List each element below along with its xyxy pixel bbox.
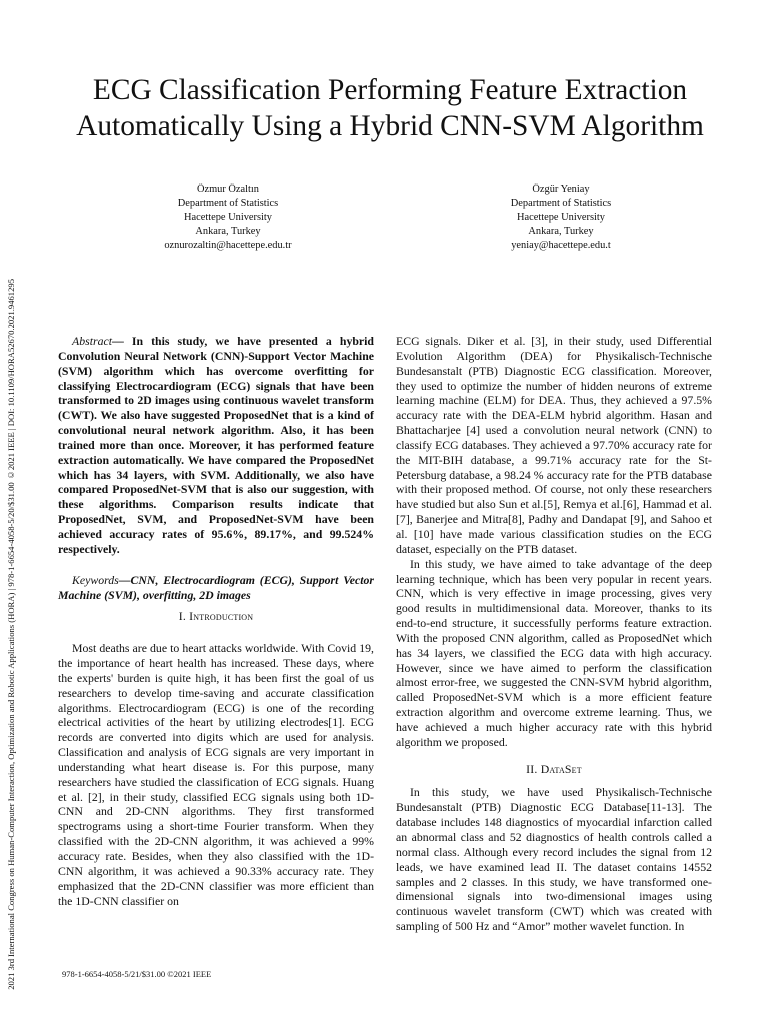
author-block-1 [98,183,358,253]
copyright-footer: 978-1-6654-4058-5/21/$31.00 ©2021 IEEE [62,969,212,979]
author-department: Department of Statistics [510,198,612,209]
author-block-2 [431,183,691,253]
keywords-lead: Keywords [72,572,119,587]
doi-sidebar-text: 2021 3rd International Congress on Human-Computer Interaction, Optimization and Robotic Applications (HORA) | 978-1-6654-4058-5/20/$31.00 ©2021 IEEE | DOI: 10.1109/HORA52670.2021.9461295 [6,279,16,990]
abstract [58,334,374,557]
keywords-text: —CNN, Electrocardiogram (ECG), Support Vector Machine (SVM), overfitting, 2D images [58,572,374,602]
section-heading-introduction [58,609,374,624]
right-column [396,334,712,934]
author-city: Ankara, Turkey [528,226,594,237]
author-email: oznurozaltin@hacettepe.edu.tr [164,240,292,251]
author-name: Özgür Yeniay [532,184,590,195]
section-heading-dataset [396,762,712,777]
section-title: Introduction [189,609,254,624]
intro-paragraph-1: Most deaths are due to heart attacks worldwide. With Covid 19, the importance of heart health has increased. These days, where the experts' burden is quite high, it has been first the goal of us researchers to develop time-saving and accurate classification algorithms. Electrocardiogram (ECG) is one of the recording electrical activities of the heart by utilizing electrodes[1]. ECG records are converted into digits which are used for analysis. Classification and analysis of ECG signals are very important in understanding what heart disease is. For this purpose, many researchers have studied the classification of ECG signals. Huang et al. [2], in their study, classified ECG signals using both 1D-CNN and 2D-CNN algorithms. They first transformed spectrograms using a short-time Fourier transform. When they classified with the 2D-CNN algorithm, it was achieved a 99% accuracy rate. Besides, when they also classified with the 1D-CNN algorithm, it was achieved a 90.33% accuracy rate. They emphasized that the 2D-CNN classifier was more efficient than the 1D-CNN classifier on [58,641,374,908]
intro-paragraph-1-continued: ECG signals. Diker et al. [3], in their study, used Differential Evolution Algorithm (DEA) for Physikalisch-Technische Bundesanstalt (PTB) Diagnostic ECG classification. Moreover, they used to optimize the number of hidden neurons of extreme learning machine (ELM) for DEA. Thus, they achieved a 97.5% accuracy rate with the DEA-ELM hybrid algorithm. Hasan and Bhattacharjee [4] used a convolution neural network (CNN) to classify ECG databases. They achieved a 97.70% accuracy rate for the MIT-BIH database, a 99.71% accuracy rate for the St-Petersburg database, a 98.24 % accuracy rate for the PTB database with their proposed method. Of course, not only these researchers have studied but also Sun et al.[5], Remya et al.[6], Hammad et al. [7], Banerjee and Mitra[8], Padhy and Dandapat [9], and Sahoo et al. [10] have made various classification studies on the ECG dataset, especially on the PTB dataset. [396,334,712,556]
title-line-2: Automatically Using a Hybrid CNN-SVM Algorithm [76,110,704,142]
author-university: Hacettepe University [517,212,605,223]
intro-paragraph-2: In this study, we have aimed to take advantage of the deep learning technique, which has been very popular in recent years. CNN, which is very effective in image processing, gives very good results in multidimensional data. Moreover, thanks to its end-to-end structure, it successfully performs feature extraction. With the proposed CNN algorithm, called as ProposedNet which has 34 layers, we classified the ECG data with high accuracy. However, since we have aimed to perform the classification almost error-free, we suggested the CNN-SVM hybrid algorithm, called ProposedNet-SVM which is a more efficient feature extraction algorithm and overcome extreme learning. Thus, we have achieved a much higher accuracy rate with this hybrid algorithm we proposed. [396,556,712,749]
author-city: Ankara, Turkey [195,226,261,237]
author-department: Department of Statistics [177,198,279,209]
paper-title [40,72,740,144]
abstract-lead: Abstract [72,334,112,348]
author-email: yeniay@hacettepe.edu.t [511,240,611,251]
author-name: Özmur Özaltın [196,184,260,195]
section-title: DataSet [540,761,582,776]
section-number: I. [178,609,186,624]
title-line-1: ECG Classification Performing Feature Extraction [92,74,688,106]
doi-sidebar [3,70,19,990]
author-university: Hacettepe University [184,212,272,223]
dataset-paragraph-1: In this study, we have used Physikalisch-Technische Bundesanstalt (PTB) Diagnostic ECG Database[11-13]. The database includes 148 diagnostics of myocardial infarction called an abnormal class and 52 diagnostics of health controls called a normal class. Although every record includes the signal from 12 leads, we have examined lead II. The dataset contains 14552 samples and 2 classes. In this study, we have transformed one-dimensional signals into two-dimensional images using continuous wavelet transform (CWT) which was created with sampling of 500 Hz and “Amor” mother wavelet function. In [396,785,712,934]
section-number: II. [526,761,538,776]
keywords [58,573,374,603]
left-column [58,334,374,908]
abstract-text: — In this study, we have presented a hybrid Convolution Neural Network (CNN)-Support Vector Machine (SVM) algorithm which has overcome overfitting for classifying Electrocardiogram (ECG) signals that have been transformed to 2D images using continuous wavelet transform (CWT). We also have suggested ProposedNet that is a kind of convolutional neural network algorithm. Also, it has been trained more than once. Moreover, it has performed feature extraction automatically. We have compared the ProposedNet which has 34 layers, with SVM. Additionally, we also have compared ProposedNet-SVM that is also our suggestion, with these algorithms. Comparison results indicate that ProposedNet, SVM, and ProposedNet-SVM have been achieved accuracy rates of 95.6%, 89.17%, and 99.524% respectively. [58,334,374,556]
